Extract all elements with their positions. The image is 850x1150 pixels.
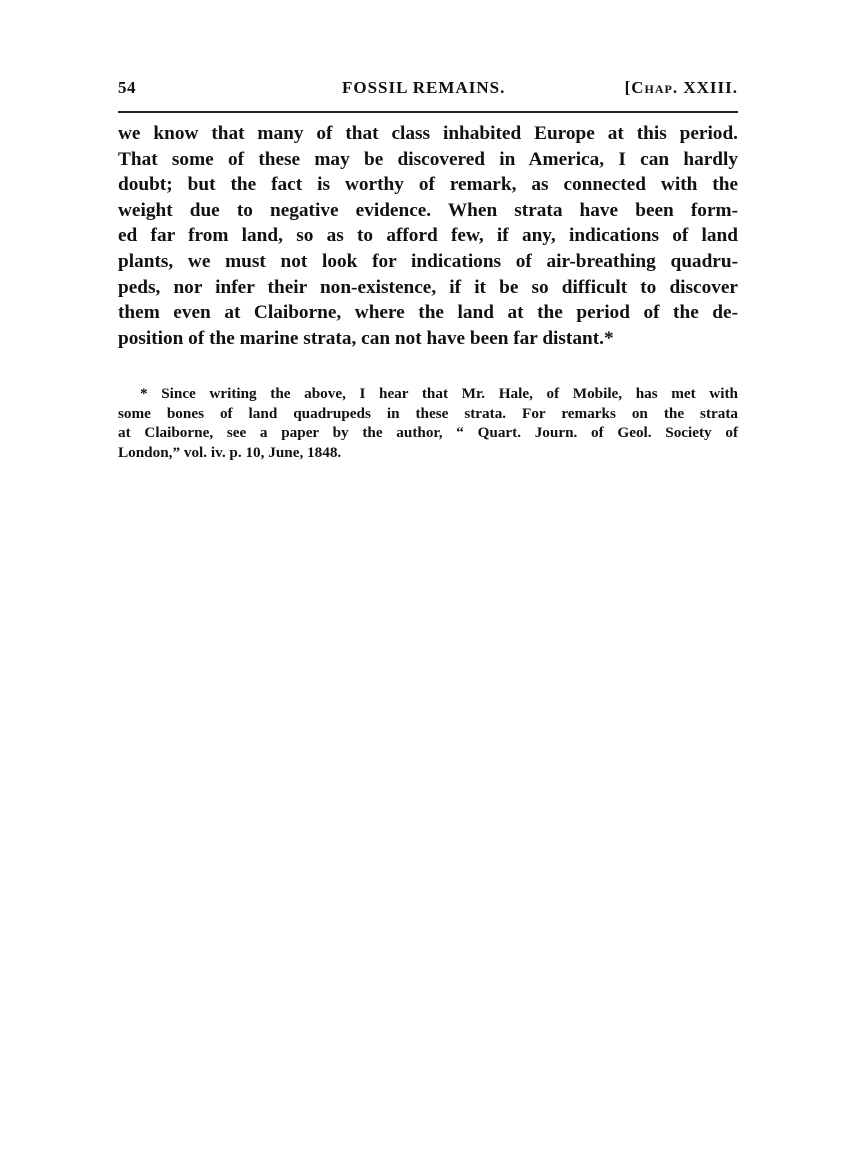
body-line: them even at Claiborne, where the land at the period of the de- — [118, 302, 738, 324]
footnote-line: * Since writing the above, I hear that Mr. Hale, of Mobile, has met with — [140, 385, 738, 402]
header-rule — [118, 111, 738, 113]
body-paragraph — [118, 121, 738, 351]
body-line: ed far from land, so as to afford few, if any, indications of land — [118, 225, 738, 247]
footnote-line: at Claiborne, see a paper by the author, “ Quart. Journ. of Geol. Society of — [118, 424, 738, 441]
body-line: plants, we must not look for indications of air-breathing quadru- — [118, 250, 738, 272]
chapter-reference: [Chap. XXIII. — [624, 78, 738, 97]
body-line: weight due to negative evidence. When strata have been form- — [118, 199, 738, 221]
running-head — [118, 78, 738, 102]
body-line: we know that many of that class inhabited Europe at this period. — [118, 123, 738, 144]
page-number: 54 — [118, 78, 136, 97]
footnote-line: some bones of land quadrupeds in these strata. For remarks on the strata — [118, 404, 738, 422]
body-line: position of the marine strata, can not have been far distant.* — [118, 327, 614, 349]
running-title: FOSSIL REMAINS. — [342, 78, 506, 97]
body-line: That some of these may be discovered in America, I can hardly — [118, 148, 738, 170]
footnote-line: London,” vol. iv. p. 10, June, 1848. — [118, 443, 342, 461]
footnote — [118, 384, 738, 462]
body-line: peds, nor infer their non-existence, if it be so difficult to discover — [118, 276, 738, 298]
body-line: doubt; but the fact is worthy of remark, as connected with the — [118, 174, 738, 196]
